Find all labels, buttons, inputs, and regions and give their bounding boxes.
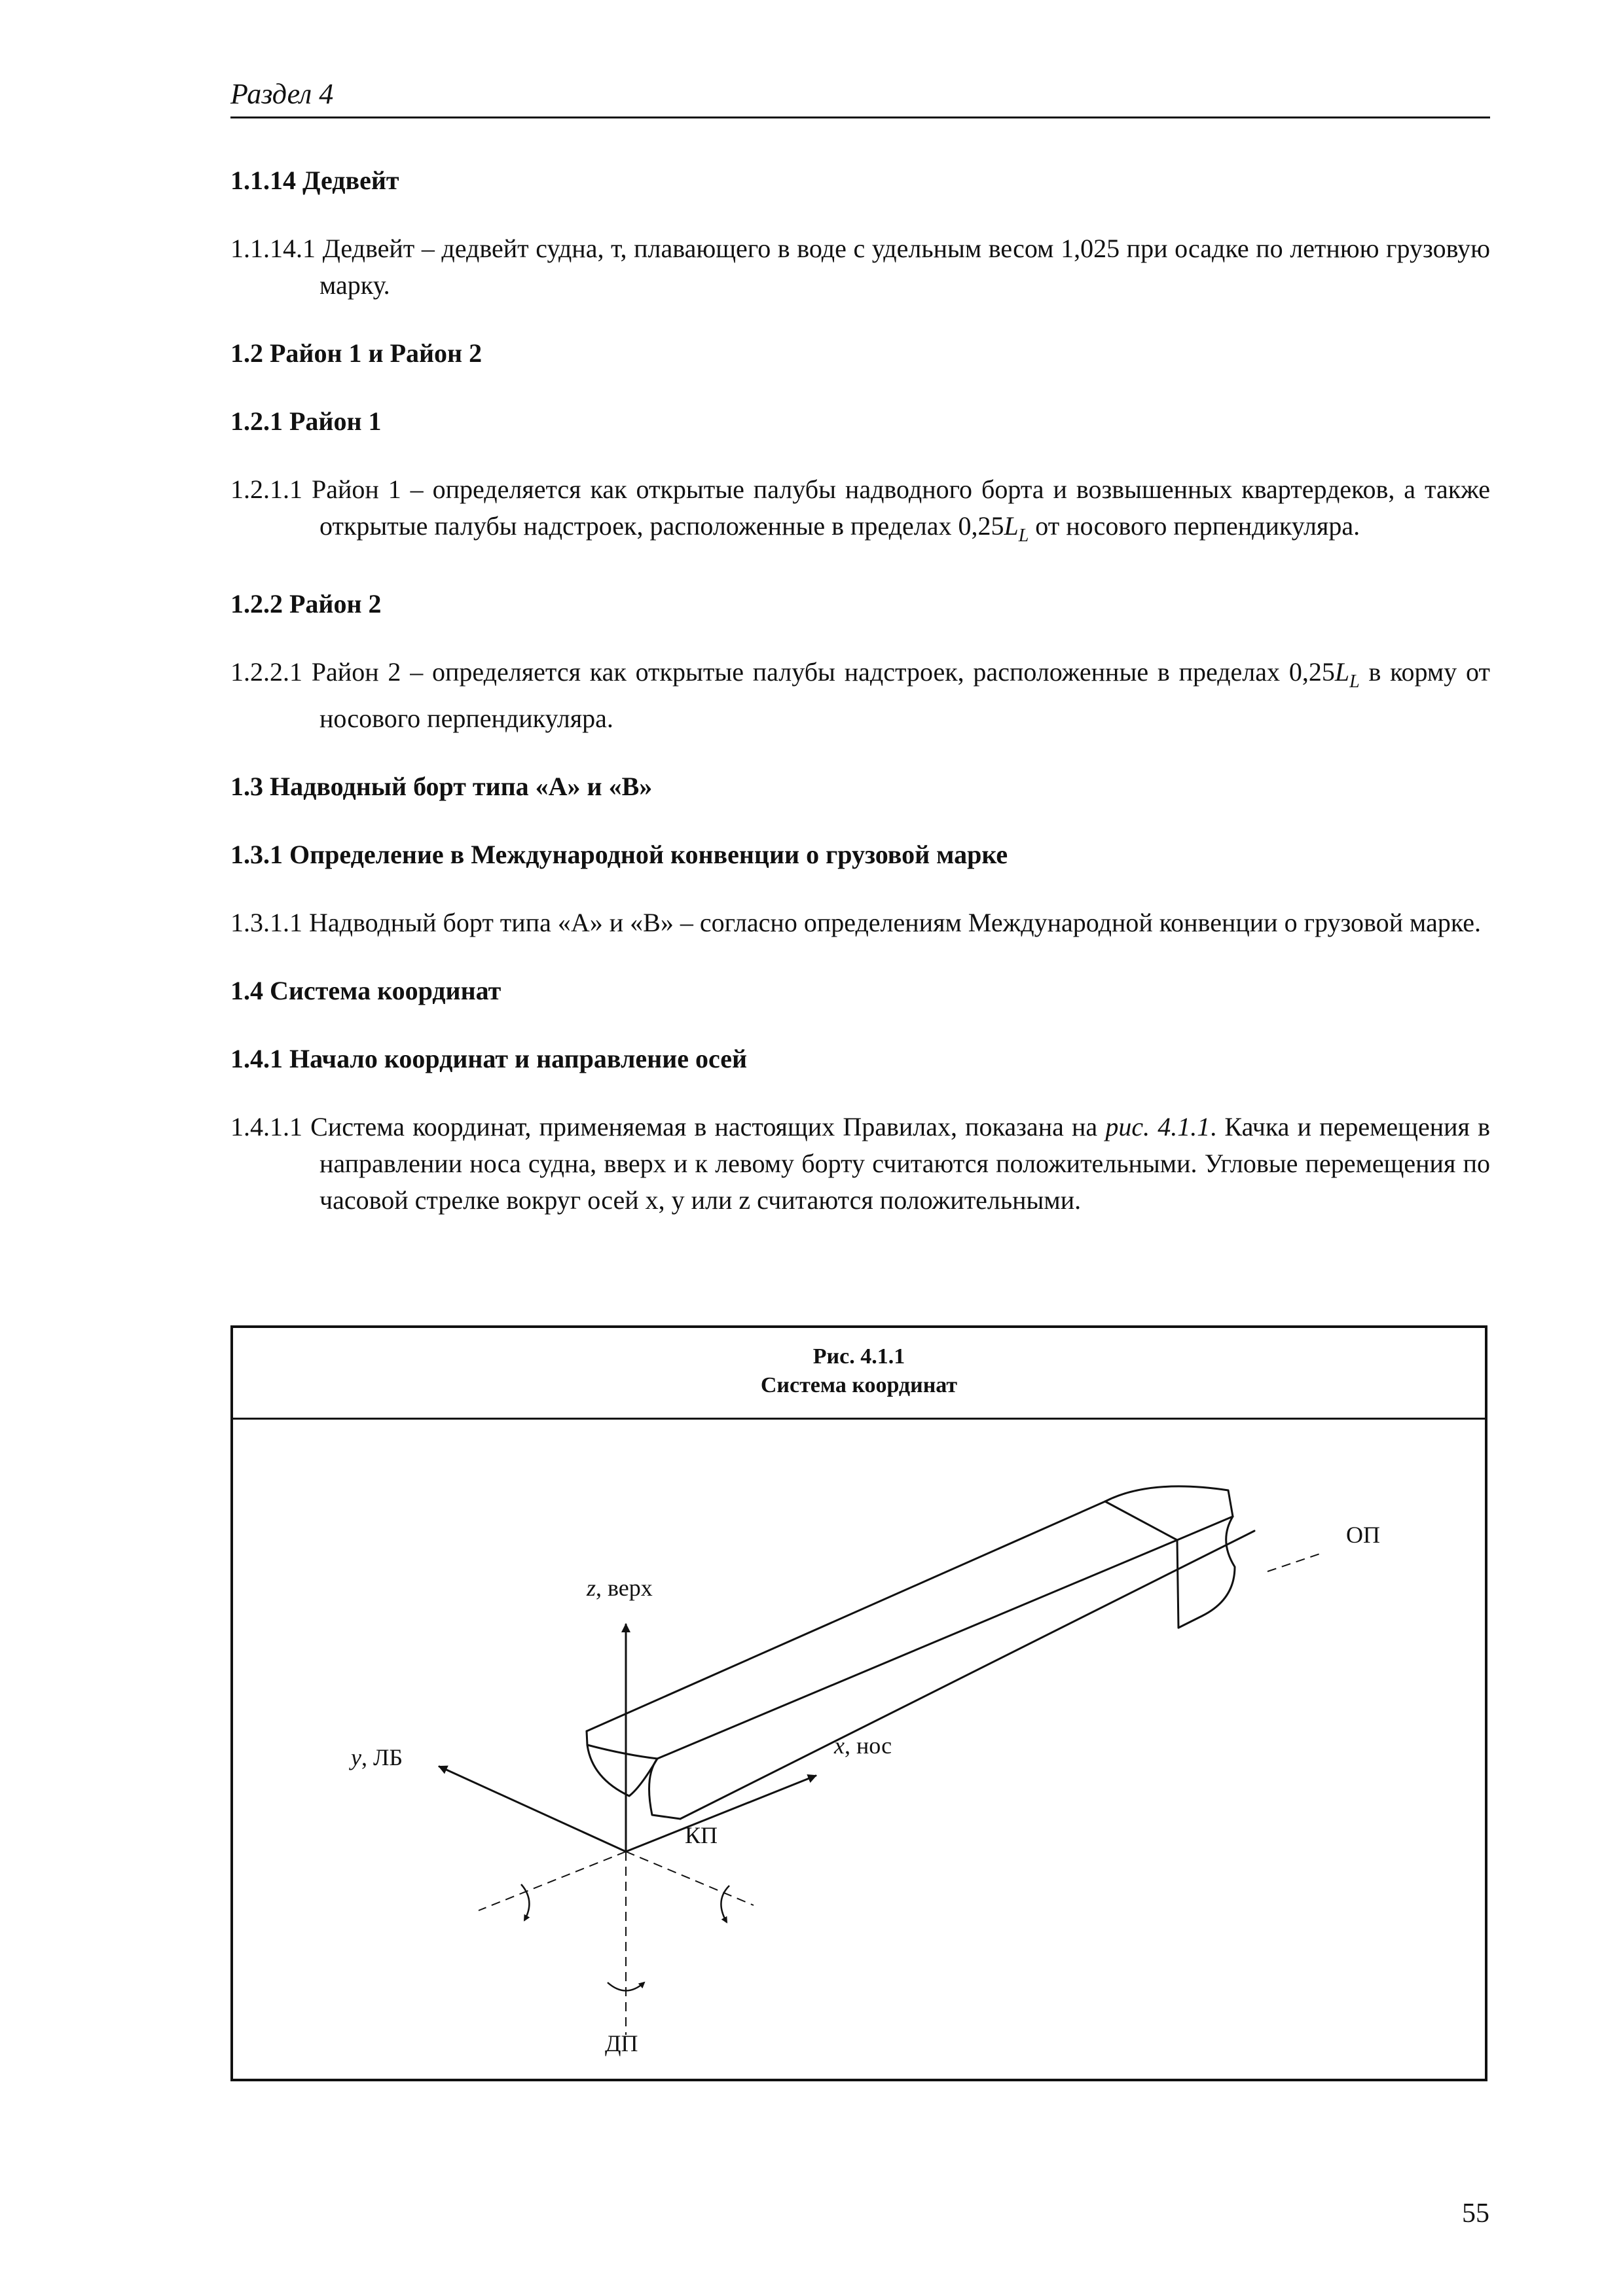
figure-title: Система координат bbox=[760, 1373, 958, 1397]
paragraph-text: . Качка и перемещения в направлении носа судна, вверх и к левому борту считаются положительными. Угловые перемещения по часовой стрелке вокруг осей x, y или z считаются положительными. bbox=[319, 1112, 1490, 1215]
figure-4-1-1 bbox=[230, 1325, 1487, 2081]
section-heading: 1.2.2 Район 2 bbox=[230, 589, 382, 619]
figure-number: Рис. 4.1.1 bbox=[812, 1344, 905, 1369]
hull-keel-line bbox=[680, 1531, 1254, 1819]
y-axis-suffix: , ЛБ bbox=[361, 1744, 403, 1770]
paragraph-text: 1.2.1.1 Район 1 – определяется как открытые палубы надводного борта и возвышенных квартердеков, а также открытые палубы надстроек, расположенные в пределах 0,25 bbox=[230, 475, 1490, 541]
x-axis-symbol: x bbox=[834, 1732, 845, 1759]
formula-subscript: L bbox=[1018, 526, 1029, 546]
figure-drawing-area bbox=[233, 1420, 1485, 2081]
dp-label: ДП bbox=[605, 2030, 638, 2056]
document-body bbox=[230, 162, 1490, 1250]
section-heading: 1.2 Район 1 и Район 2 bbox=[230, 338, 483, 368]
paragraph-text: 1.2.2.1 Район 2 – определяется как открытые палубы надстроек, расположенные в пределах 0,25 bbox=[230, 657, 1335, 687]
figure-reference: рис. 4.1.1 bbox=[1105, 1112, 1211, 1141]
z-axis-symbol: z bbox=[587, 1575, 596, 1601]
paragraph bbox=[230, 654, 1490, 737]
hull-stern-bottom bbox=[649, 1759, 681, 1819]
z-axis-label bbox=[587, 1574, 653, 1602]
hull-bow-lower bbox=[1177, 1540, 1178, 1628]
section-heading: 1.4 Система координат bbox=[230, 976, 501, 1005]
z-axis-suffix: , верх bbox=[596, 1575, 653, 1601]
section-heading: 1.2.1 Район 1 bbox=[230, 406, 382, 436]
paragraph: 1.3.1.1 Надводный борт типа «А» и «В» – согласно определениям Международной конвенции о грузовой марке. bbox=[230, 908, 1482, 937]
hull-bow bbox=[1178, 1516, 1235, 1628]
op-label: ОП bbox=[1346, 1522, 1380, 1548]
x-axis-label bbox=[834, 1732, 892, 1759]
paragraph bbox=[230, 1109, 1490, 1219]
section-heading: 1.3 Надводный борт типа «А» и «В» bbox=[230, 772, 653, 801]
rotation-arrow-x bbox=[521, 1884, 529, 1920]
rotation-arrow-y bbox=[721, 1886, 729, 1922]
section-heading: 1.4.1 Начало координат и направление осей bbox=[230, 1044, 748, 1073]
paragraph bbox=[230, 471, 1490, 554]
hull-deck-starboard-edge bbox=[657, 1540, 1177, 1759]
kp-dashed-axis-left bbox=[479, 1852, 626, 1910]
section-heading: 1.3.1 Определение в Международной конвенции о грузовой марке bbox=[230, 840, 1008, 869]
figure-caption bbox=[233, 1328, 1485, 1420]
formula-symbol: L bbox=[1004, 511, 1019, 541]
x-axis bbox=[626, 1776, 816, 1852]
hull-forecastle-side bbox=[1105, 1501, 1233, 1540]
op-dashed-line bbox=[1267, 1554, 1320, 1571]
formula-symbol: L bbox=[1334, 657, 1350, 687]
y-axis-label bbox=[351, 1744, 403, 1771]
x-axis-suffix: , нос bbox=[844, 1732, 892, 1759]
kp-label: КП bbox=[685, 1822, 718, 1848]
y-axis bbox=[439, 1767, 626, 1852]
paragraph-text: от носового перпендикуляра. bbox=[1029, 511, 1360, 541]
page-number: 55 bbox=[1462, 2198, 1489, 2229]
kp-dashed-axis-right bbox=[626, 1852, 754, 1905]
paragraph-text: в корму от носового перпендикуляра. bbox=[319, 657, 1490, 733]
section-heading: 1.1.14 Дедвейт bbox=[230, 166, 399, 195]
y-axis-symbol: y bbox=[351, 1744, 361, 1770]
running-head: Раздел 4 bbox=[230, 78, 334, 110]
paragraph-text: 1.4.1.1 Система координат, применяемая в настоящих Правилах, показана на bbox=[230, 1112, 1106, 1141]
header-rule bbox=[230, 117, 1490, 118]
formula-subscript: L bbox=[1349, 672, 1360, 692]
paragraph: 1.1.14.1 Дедвейт – дедвейт судна, т, плавающего в воде с удельным весом 1,025 при осадке по летнюю грузовую марку. bbox=[230, 234, 1490, 300]
hull-stern-transom bbox=[587, 1731, 657, 1759]
hull-deck-port-edge bbox=[587, 1501, 1105, 1731]
